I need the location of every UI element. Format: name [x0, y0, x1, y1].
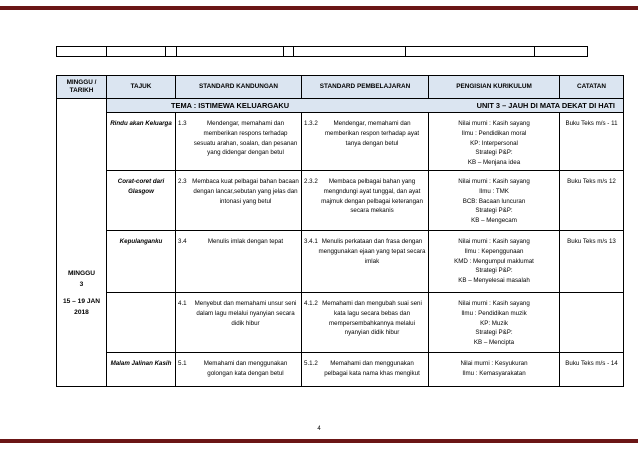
top-decorative-bar [0, 6, 638, 10]
theme-title: TEMA : ISTIMEWA KELUARGAKU [171, 100, 290, 110]
pk-line: Strategi P&P: [475, 267, 513, 275]
sk-number: 5.1 [178, 360, 187, 367]
tajuk-cell: Kepulanganku [107, 231, 176, 293]
catatan-cell [560, 293, 624, 353]
header-standard-kandungan: STANDARD KANDUNGAN [176, 76, 302, 99]
pk-line: Ilmu : Kepenggunaan [464, 247, 524, 255]
week-number: 3 [79, 280, 84, 288]
pk-line: Strategi P&P: [475, 207, 513, 215]
pk-line: KB – Menyelesai masalah [458, 277, 530, 285]
sk-number: 1.3 [178, 120, 187, 127]
pk-line: BCB: Bacaan luncuran [462, 197, 526, 205]
catatan-cell: Buku Teks m/s 13 [560, 231, 624, 293]
sp-text: Membaca pelbagai bahan yang mengndungi ayat tunggal, dan ayat majmuk dengan pelbagai keterangan secara mekanis [321, 178, 423, 215]
pk-line: Strategi P&P: [475, 149, 513, 157]
pk-line: Strategi P&P: [475, 329, 513, 337]
page-number: 4 [317, 426, 321, 432]
pk-line: Nilai murni : Kesyukuran [460, 360, 528, 367]
table-header-row [57, 76, 624, 99]
sp-number: 5.1.2 [304, 360, 318, 367]
catatan-cell: Buku Teks m/s - 14 [560, 353, 624, 387]
pk-line: KMD : Mengumpul maklumat [454, 257, 534, 265]
sk-number: 4.1 [178, 300, 187, 307]
table-row [57, 353, 624, 387]
sp-text: Mendengar, memahami dan memberikan respon terhadap ayat tanya dengan betul [324, 120, 420, 147]
standard-pembelajaran-cell [302, 231, 429, 293]
empty-cell [406, 47, 535, 57]
week-cell [57, 99, 107, 387]
empty-cell [535, 47, 588, 57]
catatan-cell: Buku Teks m/s 12 [560, 171, 624, 231]
pengisian-kurikulum-cell [429, 353, 560, 387]
standard-pembelajaran-cell [302, 353, 429, 387]
empty-cell [294, 47, 406, 57]
standard-kandungan-cell [176, 171, 302, 231]
standard-pembelajaran-cell [302, 293, 429, 353]
table-row [57, 231, 624, 293]
sk-text: Menulis imlak dengan tepat [207, 238, 284, 245]
sp-number: 3.4.1 [304, 238, 318, 245]
sk-number: 2.3 [178, 178, 187, 185]
pk-line: Ilmu : TMK [479, 187, 509, 195]
sp-number: 1.3.2 [304, 120, 318, 127]
header-standard-pembelajaran: STANDARD PEMBELAJARAN [302, 76, 429, 99]
table-row [57, 293, 624, 353]
pk-line: Ilmu : Pendidikan moral [461, 129, 527, 137]
standard-kandungan-cell [176, 293, 302, 353]
standard-kandungan-cell [176, 231, 302, 293]
sp-text: Memahami dan mengubah suai seni kata lagu secara bebas dan mempersembahkannya melalui nyanyian didik hibur [322, 300, 422, 337]
week-year: 2018 [74, 308, 89, 316]
standard-kandungan-cell [176, 113, 302, 171]
empty-cell [107, 47, 166, 57]
pk-line: KB – Menjana idea [467, 159, 521, 167]
empty-cell [166, 47, 177, 57]
bottom-decorative-bar [0, 439, 638, 443]
pk-line: Nilai murni : Kasih sayang [458, 120, 530, 127]
pengisian-kurikulum-cell [429, 231, 560, 293]
pengisian-kurikulum-cell [429, 171, 560, 231]
tajuk-cell: Rindu akan Keluarga [107, 113, 176, 171]
tajuk-cell [107, 293, 176, 353]
sp-number: 4.1.2 [304, 300, 318, 307]
pk-line: KB – Mengecam [471, 217, 517, 225]
sp-text: Menulis perkataan dan frasa dengan menggunakan ejaan yang tepat secara imlak [318, 238, 426, 265]
sp-text: Memahami dan menggunakan pelbagai kata nama khas mengikut [324, 360, 420, 377]
header-tajuk: TAJUK [107, 76, 176, 99]
empty-header-table [56, 46, 588, 57]
week-label: MINGGU [67, 269, 96, 277]
sk-number: 3.4 [178, 238, 187, 245]
sp-number: 2.3.2 [304, 178, 318, 185]
empty-cell [284, 47, 294, 57]
pk-line: KP: Muzik [480, 319, 508, 327]
pk-line: Nilai murni : Kasih sayang [458, 300, 530, 307]
theme-banner [107, 99, 624, 113]
sk-text: Mendengar, memahami dan memberikan respons terhadap sesuatu arahan, soalan, dan pesanan yang didengar dengan betul [193, 120, 298, 157]
standard-kandungan-cell [176, 353, 302, 387]
pk-line: KB – Mencipta [473, 339, 515, 347]
lesson-plan-table [56, 75, 624, 387]
standard-pembelajaran-cell [302, 171, 429, 231]
pengisian-kurikulum-cell [429, 293, 560, 353]
pk-line: KP: Interpersonal [470, 139, 518, 147]
empty-cell [57, 47, 107, 57]
tajuk-cell: Corat-coret dari Glasgow [107, 171, 176, 231]
sk-text: Membaca kuat pelbagai bahan bacaan dengan lancar,sebutan yang jelas dan intonasi yang betul [192, 178, 299, 205]
pk-line: Ilmu : Kemasyarakatan [462, 369, 526, 377]
pk-line: Ilmu : Pendidikan muzik [461, 309, 527, 317]
unit-title: UNIT 3 – JAUH DI MATA DEKAT DI HATI [476, 100, 615, 110]
catatan-cell: Buku Teks m/s - 11 [560, 113, 624, 171]
tajuk-cell: Malam Jalinan Kasih [107, 353, 176, 387]
pengisian-kurikulum-cell [429, 113, 560, 171]
standard-pembelajaran-cell [302, 113, 429, 171]
table-row [57, 171, 624, 231]
sk-text: Menyebut dan memahami unsur seni dalam lagu melalui nyanyian secara didik hibur [194, 300, 297, 327]
header-pengisian-kurikulum: PENGISIAN KURIKULUM [429, 76, 560, 99]
pk-line: Nilai murni : Kasih sayang [458, 238, 530, 245]
header-minggu: MINGGU / TARIKH [57, 76, 107, 99]
sk-text: Memahami dan menggunakan golongan kata dengan betul [203, 360, 288, 377]
table-row [57, 113, 624, 171]
header-catatan: CATATAN [560, 76, 624, 99]
pk-line: Nilai murni : Kasih sayang [458, 178, 530, 185]
week-date-range: 15 – 19 JAN [62, 297, 101, 305]
empty-cell [177, 47, 284, 57]
